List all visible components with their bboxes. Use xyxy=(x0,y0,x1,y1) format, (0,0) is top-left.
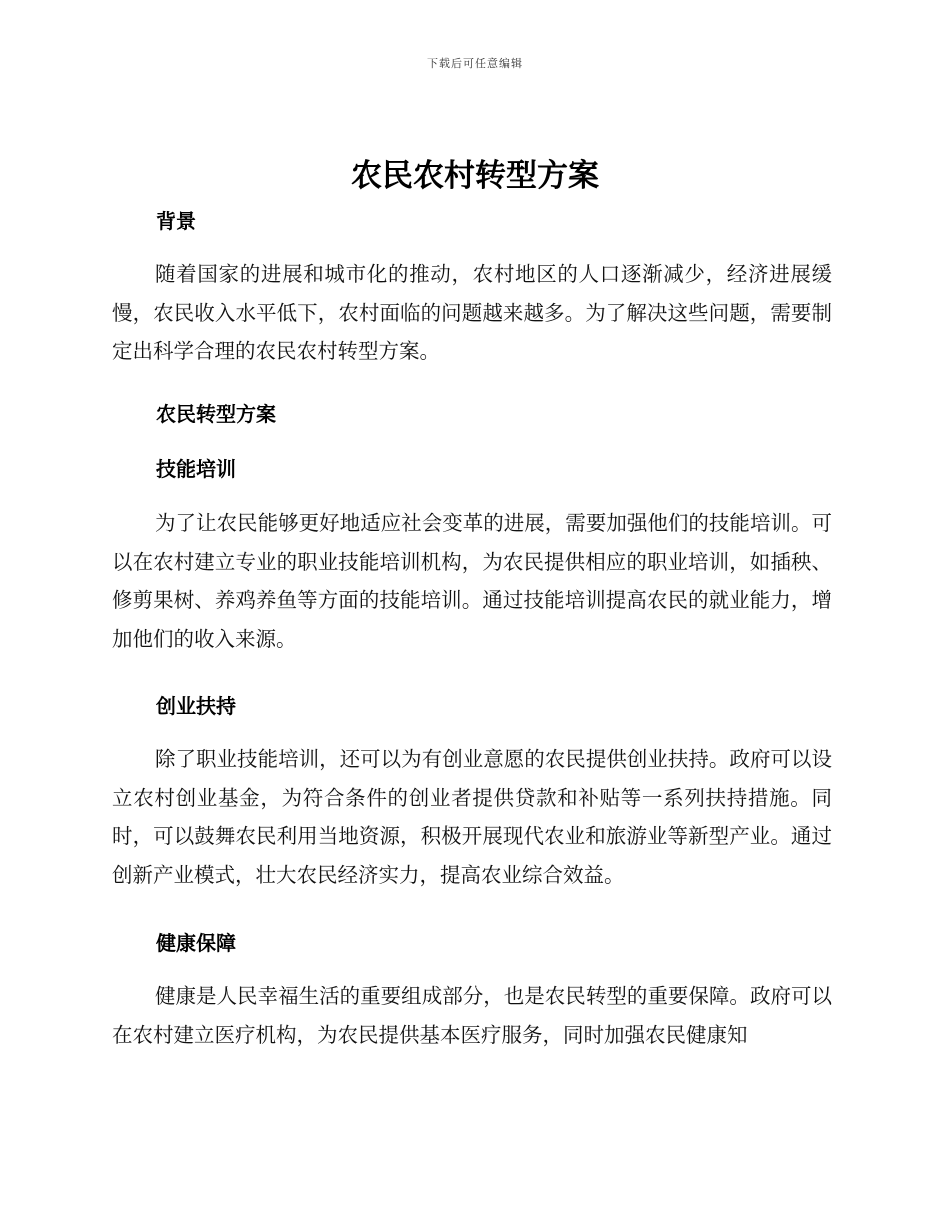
section-heading-health: 健康保障 xyxy=(156,931,236,955)
section-text-entrepreneurship: 除了职业技能培训，还可以为有创业意愿的农民提供创业扶持。政府可以设立农村创业基金，为符合条件的创业者提供贷款和补贴等一系列扶持措施。同时，可以鼓舞农民利用当地资源，积极开展现代农业和旅游业等新型产业。通过创新产业模式，壮大农民经济实力，提高农业综合效益。 xyxy=(112,747,832,887)
section-text-background: 随着国家的进展和城市化的推动，农村地区的人口逐渐减少，经济进展缓慢，农民收入水平低下，农村面临的问题越来越多。为了解决这些问题，需要制定出科学合理的农民农村转型方案。 xyxy=(112,262,832,364)
section-heading-background: 背景 xyxy=(156,209,196,233)
header-note: 下载后可任意编辑 xyxy=(427,57,523,70)
section-heading-plan: 农民转型方案 xyxy=(156,402,276,426)
section-text-health: 健康是人民幸福生活的重要组成部分，也是农民转型的重要保障。政府可以在农村建立医疗机构，为农民提供基本医疗服务，同时加强农民健康知 xyxy=(112,984,832,1047)
section-heading-entrepreneurship: 创业扶持 xyxy=(156,694,236,718)
section-heading-skills: 技能培训 xyxy=(156,457,236,481)
section-text-skills: 为了让农民能够更好地适应社会变革的进展，需要加强他们的技能培训。可以在农村建立专业的职业技能培训机构，为农民提供相应的职业培训，如插秧、修剪果树、养鸡养鱼等方面的技能培训。通过技能培训提高农民的就业能力，增加他们的收入来源。 xyxy=(112,511,832,651)
document-title: 农民农村转型方案 xyxy=(351,158,599,194)
